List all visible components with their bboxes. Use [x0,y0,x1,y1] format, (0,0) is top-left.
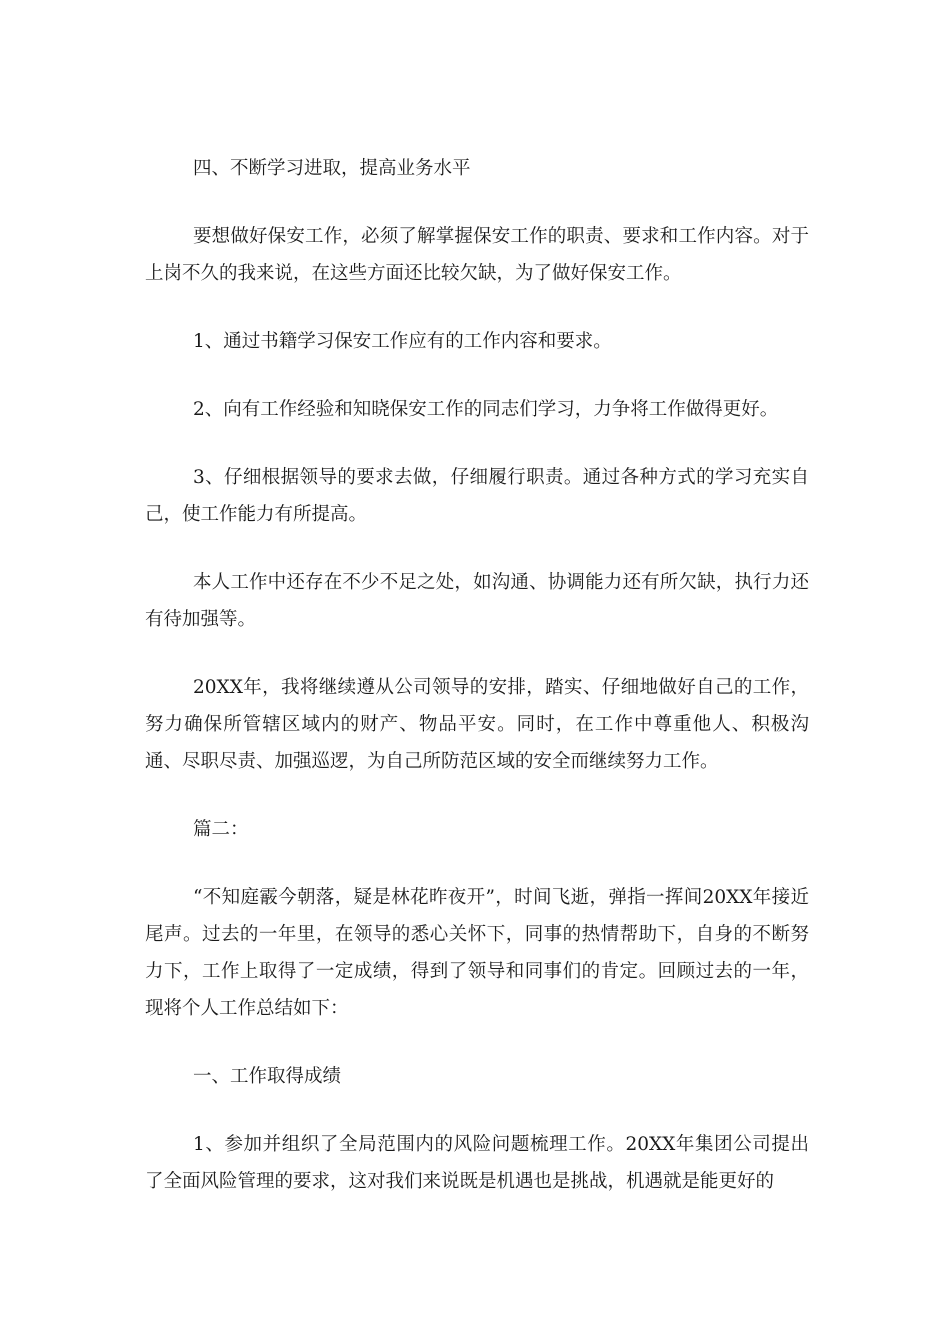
paragraph-opening: “不知庭霰今朝落，疑是林花昨夜开”，时间飞逝，弹指一挥间20XX年接近尾声。过去的一年里，在领导的悉心关怀下，同事的热情帮助下，自身的不断努力下，工作上取得了一定成绩，得到了领导和同事们的肯定。回顾过去的一年，现将个人工作总结如下： [145,887,809,1019]
paragraph-gap [145,292,809,323]
section-title-part-two: 篇二： [193,819,249,840]
paragraph-gap [145,780,809,811]
paragraph-plan: 20XX年，我将继续遵从公司领导的安排，踏实、仔细地做好自己的工作，努力确保所管辖区域内的财产、物品平安。同时，在工作中尊重他人、积极沟通、尽职尽责、加强巡逻，为自己所防范区域的安全而继续努力工作。 [145,677,809,772]
document-page [145,150,809,1200]
list-item-1: 1、通过书籍学习保安工作应有的工作内容和要求。 [193,331,612,352]
paragraph-gap [145,360,809,391]
paragraph-gap [145,1027,809,1058]
paragraph-gap [145,638,809,669]
paragraph-gap [145,187,809,218]
section-heading-1: 一、工作取得成绩 [193,1066,342,1087]
paragraph-gap [145,533,809,564]
list-item-3: 3、仔细根据领导的要求去做，仔细履行职责。通过各种方式的学习充实自己，使工作能力有所提高。 [145,467,809,525]
paragraph-gap [145,428,809,459]
section-heading-4: 四、不断学习进取，提高业务水平 [193,158,471,179]
paragraph-shortcomings: 本人工作中还存在不少不足之处，如沟通、协调能力还有所欠缺，执行力还有待加强等。 [145,572,809,630]
list-item-2: 2、向有工作经验和知晓保安工作的同志们学习，力争将工作做得更好。 [193,399,779,420]
paragraph-intro: 要想做好保安工作，必须了解掌握保安工作的职责、要求和工作内容。对于上岗不久的我来说，在这些方面还比较欠缺，为了做好保安工作。 [145,226,809,284]
paragraph-gap [145,848,809,879]
achievement-item-1: 1、参加并组织了全局范围内的风险问题梳理工作。20XX年集团公司提出了全面风险管理的要求，这对我们来说既是机遇也是挑战，机遇就是能更好的 [145,1134,809,1192]
paragraph-gap [145,1095,809,1126]
